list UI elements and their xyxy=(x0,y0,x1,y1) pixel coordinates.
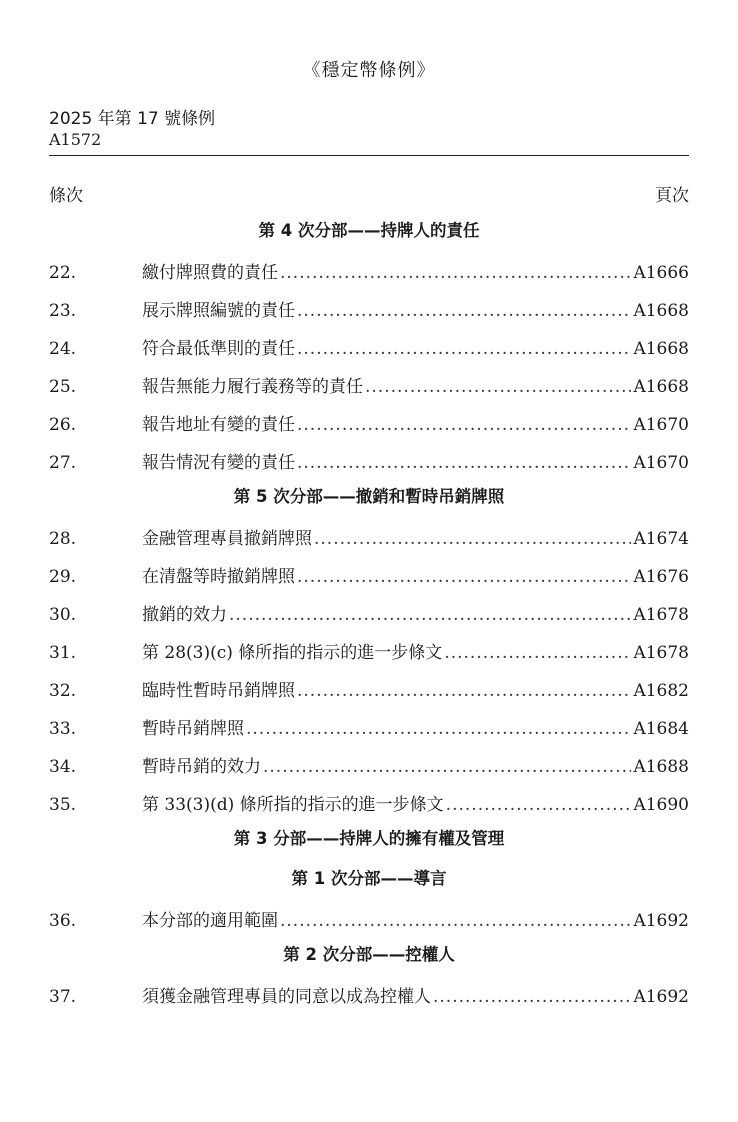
subdivision-heading: 第 1 次分部——導言 xyxy=(291,869,447,888)
section-number: 34. xyxy=(49,757,77,777)
dot-leader xyxy=(444,634,631,672)
section-title: 第 28(3)(c) 條所指的指示的進一步條文 xyxy=(142,643,443,663)
page-reference: A1670 xyxy=(633,415,689,435)
page-reference: A1692 xyxy=(633,987,689,1007)
toc-entry[interactable] xyxy=(49,902,689,940)
toc-entry[interactable] xyxy=(49,978,689,1016)
toc-entry[interactable] xyxy=(49,368,689,406)
running-title: 《穩定幣條例》 xyxy=(302,60,436,81)
section-number: 27. xyxy=(49,453,77,473)
dot-leader xyxy=(280,902,631,940)
toc-entry[interactable] xyxy=(49,748,689,786)
ordinance-number: 2025 年第 17 號條例 xyxy=(49,109,216,129)
toc-entry[interactable] xyxy=(49,520,689,558)
section-number: 36. xyxy=(49,911,77,931)
dot-leader xyxy=(446,786,632,824)
page-reference: A1676 xyxy=(633,567,689,587)
section-title: 暫時吊銷牌照 xyxy=(142,719,244,739)
section-title: 須獲金融管理專員的同意以成為控權人 xyxy=(142,987,431,1007)
toc-entry[interactable] xyxy=(49,634,689,672)
page-reference: A1668 xyxy=(633,377,689,397)
section-title: 報告地址有變的責任 xyxy=(142,415,295,435)
page-number: A1572 xyxy=(49,130,102,149)
section-title: 符合最低準則的責任 xyxy=(142,339,295,359)
dot-leader xyxy=(297,444,631,482)
toc-entry[interactable] xyxy=(49,330,689,368)
page-reference: A1678 xyxy=(633,605,689,625)
toc-entry[interactable] xyxy=(49,710,689,748)
page-reference: A1690 xyxy=(633,795,689,815)
page-reference: A1678 xyxy=(633,643,689,663)
subdivision-heading: 第 5 次分部——撤銷和暫時吊銷牌照 xyxy=(233,487,505,506)
dot-leader xyxy=(229,596,631,634)
header-rule xyxy=(49,155,689,156)
page-reference: A1688 xyxy=(633,757,689,777)
page-reference: A1692 xyxy=(633,911,689,931)
section-title: 第 33(3)(d) 條所指的指示的進一步條文 xyxy=(142,795,444,815)
dot-leader xyxy=(297,406,631,444)
dot-leader xyxy=(297,292,631,330)
dot-leader xyxy=(297,672,631,710)
page-reference: A1670 xyxy=(633,453,689,473)
dot-leader xyxy=(365,368,631,406)
toc-entry[interactable] xyxy=(49,292,689,330)
section-title: 報告無能力履行義務等的責任 xyxy=(142,377,363,397)
section-number: 30. xyxy=(49,605,77,625)
page-reference: A1682 xyxy=(633,681,689,701)
section-number: 26. xyxy=(49,415,77,435)
page-reference: A1684 xyxy=(633,719,689,739)
section-title: 繳付牌照費的責任 xyxy=(142,263,278,283)
division-heading: 第 3 分部——持牌人的擁有權及管理 xyxy=(233,829,505,848)
section-number: 24. xyxy=(49,339,77,359)
section-number: 25. xyxy=(49,377,77,397)
page-reference: A1666 xyxy=(633,263,689,283)
toc-entry[interactable] xyxy=(49,786,689,824)
section-number: 22. xyxy=(49,263,77,283)
section-number: 28. xyxy=(49,529,77,549)
dot-leader xyxy=(433,978,631,1016)
toc-entry[interactable] xyxy=(49,558,689,596)
section-number: 37. xyxy=(49,987,77,1007)
dot-leader xyxy=(263,748,631,786)
section-title: 暫時吊銷的效力 xyxy=(142,757,261,777)
section-number: 23. xyxy=(49,301,77,321)
subdivision-heading: 第 2 次分部——控權人 xyxy=(283,945,455,964)
section-title: 在清盤等時撤銷牌照 xyxy=(142,567,295,587)
column-header-section: 條次 xyxy=(49,186,83,206)
toc-entry[interactable] xyxy=(49,596,689,634)
subdivision-heading: 第 4 次分部——持牌人的責任 xyxy=(258,221,480,240)
section-number: 29. xyxy=(49,567,77,587)
page-reference: A1668 xyxy=(633,301,689,321)
page-reference: A1668 xyxy=(633,339,689,359)
toc-entry[interactable] xyxy=(49,672,689,710)
dot-leader xyxy=(314,520,631,558)
section-title: 報告情況有變的責任 xyxy=(142,453,295,473)
page-reference: A1674 xyxy=(633,529,689,549)
dot-leader xyxy=(246,710,631,748)
section-title: 展示牌照編號的責任 xyxy=(142,301,295,321)
section-number: 33. xyxy=(49,719,77,739)
section-number: 31. xyxy=(49,643,77,663)
dot-leader xyxy=(280,254,631,292)
toc-entry[interactable] xyxy=(49,444,689,482)
table-of-contents xyxy=(49,216,689,1016)
section-title: 金融管理專員撤銷牌照 xyxy=(142,529,312,549)
section-title: 本分部的適用範圍 xyxy=(142,911,278,931)
dot-leader xyxy=(297,330,631,368)
toc-entry[interactable] xyxy=(49,254,689,292)
toc-entry[interactable] xyxy=(49,406,689,444)
dot-leader xyxy=(297,558,631,596)
section-title: 撤銷的效力 xyxy=(142,605,227,625)
section-title: 臨時性暫時吊銷牌照 xyxy=(142,681,295,701)
section-number: 32. xyxy=(49,681,77,701)
section-number: 35. xyxy=(49,795,77,815)
column-header-page: 頁次 xyxy=(655,186,689,206)
